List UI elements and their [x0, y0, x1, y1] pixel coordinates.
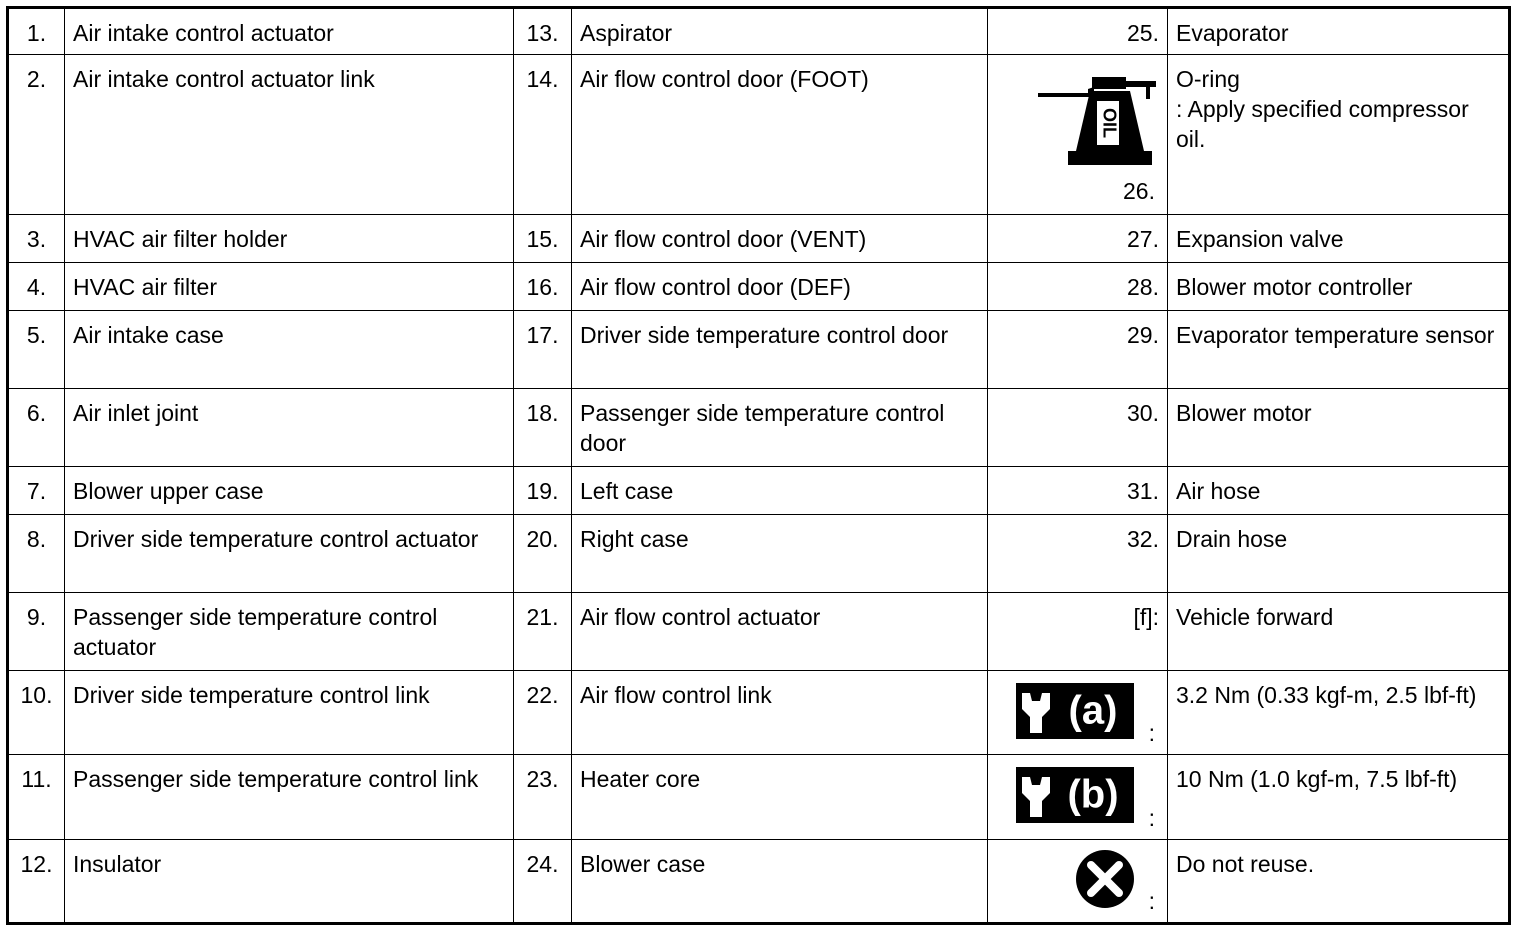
item-number: 2. [8, 55, 65, 215]
item-number: 11. [8, 755, 65, 840]
item-number: [f]: [988, 593, 1168, 671]
item-label: Drain hose [1168, 515, 1510, 593]
torque-symbol-cell [988, 755, 1168, 840]
item-number: 12. [8, 840, 65, 924]
item-number: 29. [988, 311, 1168, 389]
item-label: Blower motor [1168, 389, 1510, 467]
item-number: 25. [988, 8, 1168, 55]
table-row [8, 593, 1510, 671]
torque-label: (b) [1067, 772, 1119, 817]
item-label: Driver side temperature control link [65, 671, 514, 755]
torque-wrench-b-icon [1016, 767, 1134, 823]
oil-label: OIL [1099, 108, 1120, 138]
item-label: Air intake case [65, 311, 514, 389]
table-row [8, 215, 1510, 263]
item-number: 9. [8, 593, 65, 671]
table-row [8, 311, 1510, 389]
item-label: Expansion valve [1168, 215, 1510, 263]
item-label: Air inlet joint [65, 389, 514, 467]
item-number: 22. [514, 671, 572, 755]
item-label: 10 Nm (1.0 kgf-m, 7.5 lbf-ft) [1168, 755, 1510, 840]
item-number: 13. [514, 8, 572, 55]
table-row [8, 467, 1510, 515]
item-number: 23. [514, 755, 572, 840]
item-label: Left case [572, 467, 988, 515]
item-number: 17. [514, 311, 572, 389]
table-row [8, 840, 1510, 924]
item-number: 24. [514, 840, 572, 924]
symbol-colon: : [1148, 805, 1155, 831]
item-number: 10. [8, 671, 65, 755]
item-label: HVAC air filter holder [65, 215, 514, 263]
item-number: 20. [514, 515, 572, 593]
oil-can-icon [1038, 69, 1158, 165]
item-label: Aspirator [572, 8, 988, 55]
item-label: Do not reuse. [1168, 840, 1510, 924]
table-row [8, 515, 1510, 593]
item-number: 5. [8, 311, 65, 389]
item-label: 3.2 Nm (0.33 kgf-m, 2.5 lbf-ft) [1168, 671, 1510, 755]
item-label: Evaporator temperature sensor [1168, 311, 1510, 389]
item-number: 27. [988, 215, 1168, 263]
torque-wrench-a-icon [1016, 683, 1134, 739]
item-label: Air flow control actuator [572, 593, 988, 671]
item-label: Evaporator [1168, 8, 1510, 55]
item-label: Air flow control link [572, 671, 988, 755]
item-label: Driver side temperature control actuator [65, 515, 514, 593]
item-number: 18. [514, 389, 572, 467]
item-label: Vehicle forward [1168, 593, 1510, 671]
parts-legend-table [6, 6, 1511, 925]
table-row [8, 671, 1510, 755]
item-label: Passenger side temperature control link [65, 755, 514, 840]
item-number: 14. [514, 55, 572, 215]
item-label: Blower case [572, 840, 988, 924]
item-label-note: : Apply specified compressor oil. [1176, 96, 1469, 152]
item-label: Air flow control door (VENT) [572, 215, 988, 263]
item-number: 3. [8, 215, 65, 263]
oil-symbol-cell [988, 55, 1168, 215]
do-not-reuse-symbol-cell [988, 840, 1168, 924]
item-number: 32. [988, 515, 1168, 593]
item-label: Air flow control door (DEF) [572, 263, 988, 311]
item-label: Air intake control actuator [65, 8, 514, 55]
symbol-colon: : [1148, 720, 1155, 746]
item-number: 31. [988, 467, 1168, 515]
table-row [8, 755, 1510, 840]
item-label: Blower upper case [65, 467, 514, 515]
item-number: 8. [8, 515, 65, 593]
item-label: Passenger side temperature control door [572, 389, 988, 467]
item-number: 30. [988, 389, 1168, 467]
item-number: 1. [8, 8, 65, 55]
item-number: 26. [1123, 178, 1155, 204]
item-label: HVAC air filter [65, 263, 514, 311]
item-number: 7. [8, 467, 65, 515]
item-number: 21. [514, 593, 572, 671]
item-label: Driver side temperature control door [572, 311, 988, 389]
item-label: Air hose [1168, 467, 1510, 515]
torque-label: (a) [1068, 688, 1118, 733]
item-label: Air flow control door (FOOT) [572, 55, 988, 215]
item-number: 19. [514, 467, 572, 515]
table-row [8, 8, 1510, 55]
symbol-colon: : [1148, 888, 1155, 914]
item-label: Blower motor controller [1168, 263, 1510, 311]
item-label: Air intake control actuator link [65, 55, 514, 215]
do-not-reuse-icon [1074, 848, 1136, 910]
item-label [1168, 55, 1510, 215]
item-number: 28. [988, 263, 1168, 311]
item-number: 16. [514, 263, 572, 311]
torque-symbol-cell [988, 671, 1168, 755]
table-row [8, 389, 1510, 467]
item-label: Passenger side temperature control actuator [65, 593, 514, 671]
item-label-main: O-ring [1176, 66, 1240, 92]
table-row [8, 263, 1510, 311]
item-label: Insulator [65, 840, 514, 924]
item-number: 4. [8, 263, 65, 311]
item-label: Right case [572, 515, 988, 593]
item-number: 15. [514, 215, 572, 263]
item-number: 6. [8, 389, 65, 467]
item-label: Heater core [572, 755, 988, 840]
table-row [8, 55, 1510, 215]
